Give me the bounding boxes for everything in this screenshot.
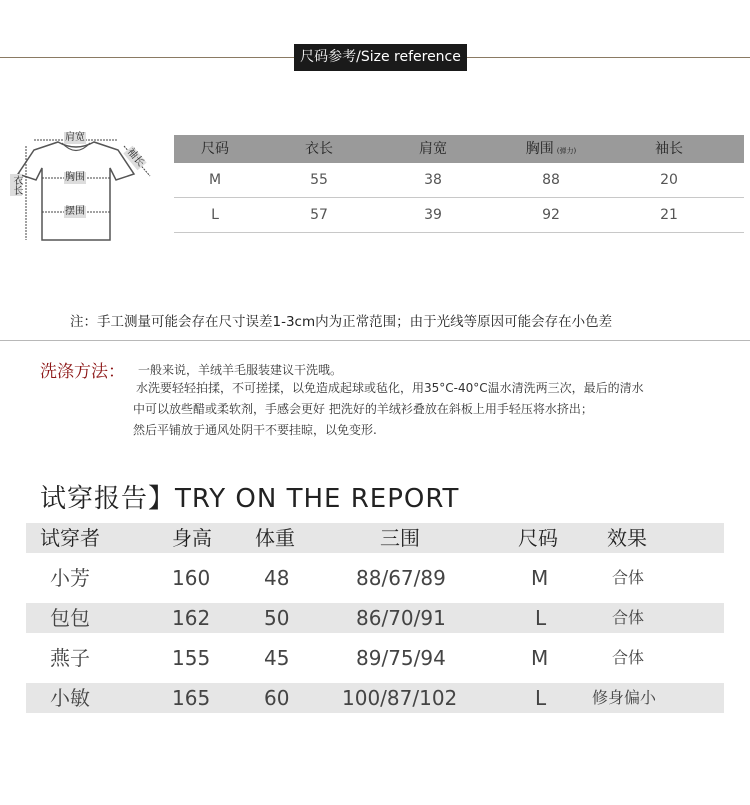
size-table [174,135,744,233]
size-table-cell: 20 [660,172,678,188]
tester-measurements: 88/67/89 [356,566,446,590]
tester-size: M [531,646,549,670]
tester-height: 155 [172,646,211,670]
size-table-cell: M [208,172,222,188]
wash-line: 水洗要轻轻拍揉，不可搓揉，以免造成起球或毡化，用35°C-40°C温水清洗两三次，最后的清水 [136,381,644,395]
shirt-outline [6,122,166,250]
diagram-label-chest: 胸围 [65,172,85,183]
size-table-header [174,135,744,163]
tester-height: 162 [172,606,211,630]
size-table-cell: L [211,207,219,223]
report-row [26,603,724,633]
size-table-cell: 38 [424,172,442,188]
diagram-label-hem: 摆围 [65,206,85,217]
chest-header-label: 胸围 [525,141,554,157]
size-table-cell: 92 [542,207,560,223]
tester-weight: 48 [264,566,290,590]
report-header-cell: 体重 [255,526,295,550]
tester-fit: 合体 [612,568,645,587]
tester-size: L [535,686,547,710]
diagram-label-length: 衣长 [11,175,22,195]
report-table-header [26,523,724,553]
tester-height: 160 [172,566,211,590]
tester-weight: 60 [264,686,290,710]
size-table-header-cell: 衣长 [305,141,333,157]
diagram-label-shoulder: 肩宽 [65,132,85,143]
size-table-cell: 21 [660,207,678,223]
report-header-cell: 尺码 [518,526,558,550]
measurement-note: 注：手工测量可能会存在尺寸误差1-3cm内为正常范围；由于光线等原因可能会存在小色差 [70,314,613,330]
wash-line: 然后平铺放于通风处阴干不要挂晾，以免变形. [133,423,377,437]
tester-fit: 合体 [612,648,645,667]
report-row [26,683,724,713]
size-table-header-cell: 尺码 [201,141,229,157]
tester-fit: 合体 [612,608,645,627]
tester-weight: 45 [264,646,290,670]
tester-name: 小芳 [50,566,90,590]
size-table-cell: 39 [424,207,442,223]
size-table-cell: 88 [542,172,560,188]
tester-fit: 修身偏小 [592,688,657,707]
tester-name: 包包 [50,606,90,630]
tester-measurements: 86/70/91 [356,606,446,630]
section-title: 尺码参考/Size reference [294,44,467,71]
tester-name: 燕子 [50,646,90,670]
tester-size: L [535,606,547,630]
size-table-header-cell: 袖长 [655,141,683,157]
report-row [26,643,724,673]
report-row [26,563,724,593]
tester-height: 165 [172,686,211,710]
report-header-cell: 三围 [380,526,420,550]
size-table-row [174,163,744,198]
divider [0,340,750,341]
report-table [26,523,724,723]
size-table-header-cell: 肩宽 [419,141,447,157]
report-header-cell: 试穿者 [40,526,100,550]
report-header-cell: 身高 [172,526,212,550]
tester-name: 小敏 [50,686,90,710]
size-table-header-cell [496,135,606,165]
diagram-label-sleeve: 袖长 [124,146,147,169]
tester-size: M [531,566,549,590]
size-table-row [174,198,744,233]
wash-title: 洗涤方法： [40,362,125,382]
report-title: 试穿报告】TRY ON THE REPORT [40,484,460,514]
shirt-diagram [6,122,166,250]
size-table-cell: 57 [310,207,328,223]
tester-measurements: 89/75/94 [356,646,446,670]
size-table-cell: 55 [310,172,328,188]
wash-line: 中可以放些醋或柔软剂，手感会更好 把洗好的羊绒衫叠放在斜板上用手轻压将水挤出； [133,402,593,416]
tester-weight: 50 [264,606,290,630]
wash-line: 一般来说，羊绒羊毛服装建议干洗哦。 [138,363,343,377]
chest-elastic-note: (弹力) [556,147,577,155]
report-header-cell: 效果 [607,526,647,550]
tester-measurements: 100/87/102 [342,686,458,710]
